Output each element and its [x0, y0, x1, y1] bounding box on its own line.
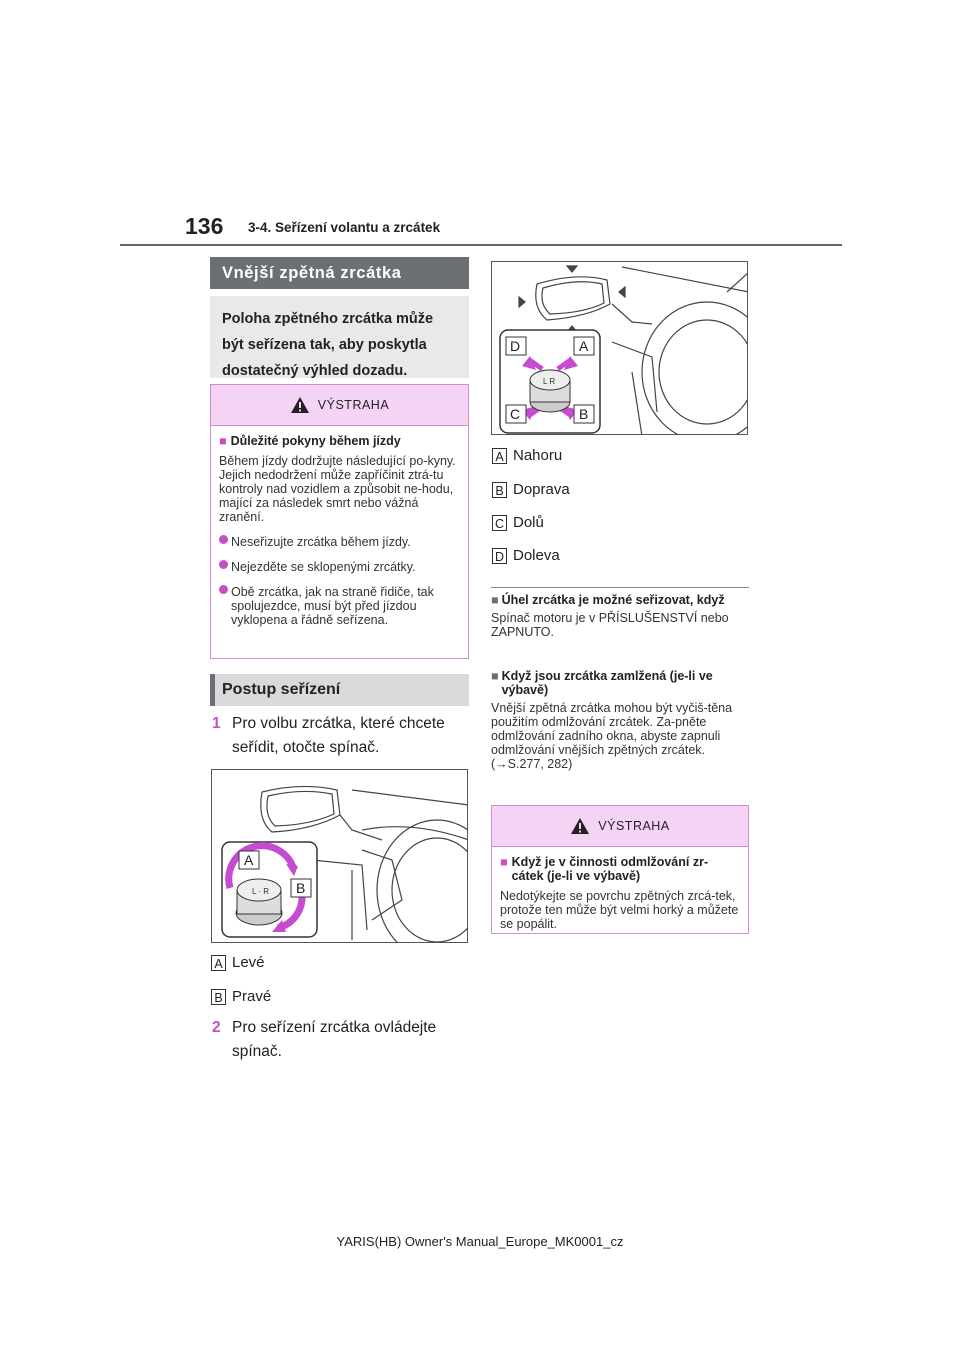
warning-text: Během jízdy dodržujte následující po-kyny. Jejich nedodržení může zapříčinit ztrá-tu kontroly nad vozidlem a způsobit ne-hodu, mající za následek smrt nebo vážná zranění. — [219, 454, 456, 524]
warning-body — [492, 847, 748, 939]
svg-text:D: D — [510, 338, 521, 354]
label-text: Levé — [232, 954, 265, 971]
step-text: Pro volbu zrcátka, které chcete seřídit, otočte spínač. — [232, 715, 445, 756]
section-banner-outer-mirrors — [210, 257, 469, 289]
label-A-left — [211, 954, 265, 971]
note-title-row — [491, 669, 749, 697]
footer-manual-id: YARIS(HB) Owner's Manual_Europe_MK0001_cz — [336, 1234, 624, 1249]
section-title: Postup seřízení — [222, 681, 341, 698]
warning-triangle-icon — [570, 817, 590, 835]
dot-bullet-icon — [219, 585, 228, 594]
warning-header — [211, 385, 468, 426]
label-letter: C — [492, 515, 507, 531]
label-B-right — [211, 988, 271, 1005]
label-text: Doprava — [513, 481, 570, 498]
warning-text: Nedotýkejte se povrchu zpětných zrcá-tek, protože ten může být velmi horký a můžete se popálit. — [500, 889, 739, 931]
label-text: Dolů — [513, 514, 544, 531]
warning-subtitle-row — [219, 434, 460, 448]
warning-triangle-icon — [290, 396, 310, 414]
intro-text: Poloha zpětného zrcátka může být seřízena tak, aby poskytla dostatečný výhled dozadu. — [222, 311, 434, 379]
warning-subtitle: Když je v činnosti odmlžování zr-cátek (je-li ve výbavě) — [511, 855, 709, 883]
warning-bullet-text: Neseřizujte zrcátka během jízdy. — [231, 535, 411, 549]
section-banner-procedure — [210, 674, 469, 706]
warning-bullet — [219, 560, 460, 574]
warning-header — [492, 806, 748, 847]
label-B-rightward — [492, 481, 570, 498]
note-title: Když jsou zrcátka zamlžená (je-li ve výbavě) — [501, 669, 713, 697]
warning-heading: VÝSTRAHA — [317, 398, 390, 412]
label-text: Pravé — [232, 988, 272, 1005]
label-text: Nahoru — [513, 447, 563, 464]
label-letter: D — [492, 548, 507, 564]
note-body: Spínač motoru je v PŘÍSLUŠENSTVÍ nebo ZAPNUTO. — [491, 611, 729, 639]
dot-bullet-icon — [219, 535, 228, 544]
step-text: Pro seřízení zrcátka ovládejte spínač. — [232, 1019, 437, 1060]
mirror-adjust-illustration — [492, 262, 748, 435]
header-divider — [120, 244, 842, 246]
warning-heading: VÝSTRAHA — [598, 819, 670, 833]
warning-subtitle: Důležité pokyny během jízdy — [230, 434, 401, 448]
svg-text:B: B — [579, 406, 589, 422]
warning-bullet-text: Obě zrcátka, jak na straně řidiče, tak spolujezdce, musí být před jízdou vyklopena a řádně seřízena. — [231, 585, 434, 627]
label-C-down — [492, 514, 544, 531]
warning-bullet-text: Nejezděte se sklopenými zrcátky. — [231, 560, 416, 574]
label-text: Doleva — [513, 547, 560, 564]
step-2 — [212, 1016, 468, 1064]
warning-bullet — [219, 535, 460, 549]
step-1 — [212, 712, 468, 760]
label-A-up — [492, 447, 562, 464]
page-number: 136 — [185, 213, 224, 239]
warning-box-driving — [210, 384, 469, 659]
square-bullet-icon: ■ — [500, 855, 508, 869]
label-letter: A — [211, 955, 226, 971]
warning-body — [211, 426, 468, 635]
warning-subtitle-row — [500, 855, 740, 883]
square-bullet-icon: ■ — [491, 669, 499, 683]
svg-text:C: C — [510, 406, 521, 422]
svg-text:B: B — [296, 880, 306, 896]
svg-text:A: A — [244, 852, 254, 868]
svg-text:A: A — [579, 338, 589, 354]
warning-box-defogger — [491, 805, 749, 934]
notes-divider — [491, 587, 749, 588]
label-letter: B — [211, 989, 226, 1005]
dot-bullet-icon — [219, 560, 228, 569]
mirror-select-illustration — [212, 770, 468, 943]
step-number: 1 — [212, 715, 221, 732]
note-angle-adjust — [491, 593, 749, 639]
label-D-leftward — [492, 547, 560, 564]
warning-bullet — [219, 585, 460, 627]
svg-text:L · R: L · R — [252, 887, 270, 896]
chapter-title: 3-4. Seřízení volantu a zrcátek — [248, 220, 441, 235]
note-fogged-mirrors — [491, 669, 749, 771]
note-title-row — [491, 593, 749, 607]
step-number: 2 — [212, 1019, 221, 1036]
section-intro — [210, 296, 469, 378]
label-letter: B — [492, 482, 507, 498]
square-bullet-icon: ■ — [491, 593, 499, 607]
figure-mirror-select — [211, 769, 468, 943]
figure-mirror-adjust — [491, 261, 748, 435]
label-letter: A — [492, 448, 507, 464]
note-body: Vnější zpětná zrcátka mohou být vyčiš-těna použitím odmlžování zrcátek. Za-pněte odmlžování zadního okna, abyste zapnuli odmlžování vnějších zpětných zrcátek. (→S.277, 282) — [491, 701, 733, 771]
section-title: Vnější zpětná zrcátka — [222, 263, 402, 282]
note-title: Úhel zrcátka je možné seřizovat, když — [501, 593, 725, 607]
svg-text:L R: L R — [543, 377, 556, 386]
square-bullet-icon: ■ — [219, 434, 227, 448]
